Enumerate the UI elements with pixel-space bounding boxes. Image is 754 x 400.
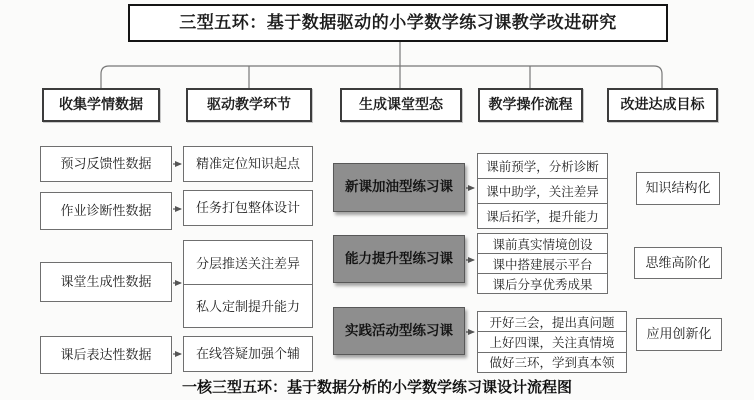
procedure-row: 课中助学，关注差异 — [478, 179, 607, 204]
node-personal-customize: 私人定制提升能力 — [195, 299, 300, 315]
procedure-row: 做好三环，学到真本领 — [489, 356, 615, 371]
header-collect-data: 收集学情数据 — [42, 88, 160, 122]
procedure-row: 课前真实情境创设 — [478, 234, 607, 254]
procedure-row: 课后拓学，提升能力 — [486, 210, 599, 224]
diagram-title: 三型五环：基于数据驱动的小学数学练习课教学改进研究 — [128, 4, 668, 42]
procedure-row: 课后分享优秀成果 — [492, 277, 593, 292]
title-rail-line — [101, 66, 662, 88]
node-practice-activity-type: 实践活动型练习课 — [333, 307, 465, 355]
node-layered-personal-stack — [183, 240, 313, 328]
procedure-row: 开好三会，提出真问题 — [478, 312, 626, 332]
node-afterclass-expression-data: 课后表达性数据 — [40, 336, 172, 374]
node-online-answer-tutoring: 在线答疑加强个辅 — [183, 336, 313, 372]
diagram-caption: 一核三型五环：基于数据分析的小学数学练习课设计流程图 — [181, 379, 572, 396]
procedure-group-1 — [477, 153, 608, 229]
node-goal-applied-innovation: 应用创新化 — [636, 318, 722, 351]
procedure-row: 课中搭建展示平台 — [478, 254, 607, 274]
node-locate-knowledge-start: 精准定位知识起点 — [183, 146, 313, 182]
node-classroom-generated-data: 课堂生成性数据 — [40, 262, 172, 302]
node-goal-higher-order-thinking: 思维高阶化 — [634, 247, 722, 279]
header-operation-process: 教学操作流程 — [478, 88, 583, 122]
procedure-group-2 — [477, 233, 608, 294]
header-drive-teaching: 驱动教学环节 — [186, 88, 312, 122]
procedure-row: 课前预学，分析诊断 — [478, 154, 607, 179]
node-preview-feedback-data: 预习反馈性数据 — [40, 146, 172, 182]
node-task-package-design: 任务打包整体设计 — [183, 190, 313, 226]
procedure-group-3 — [477, 311, 627, 373]
node-homework-diagnostic-data: 作业诊断性数据 — [40, 192, 172, 230]
node-ability-improve-type: 能力提升型练习课 — [333, 235, 465, 283]
node-layered-push: 分层推送关注差异 — [184, 241, 312, 285]
node-goal-knowledge-structured: 知识结构化 — [636, 172, 720, 205]
node-newlesson-practice-type: 新课加油型练习课 — [333, 163, 465, 212]
procedure-row: 上好四课，关注真情境 — [478, 332, 626, 352]
header-generate-class-type: 生成课堂型态 — [340, 88, 462, 122]
header-improvement-goal: 改进达成目标 — [607, 88, 718, 122]
